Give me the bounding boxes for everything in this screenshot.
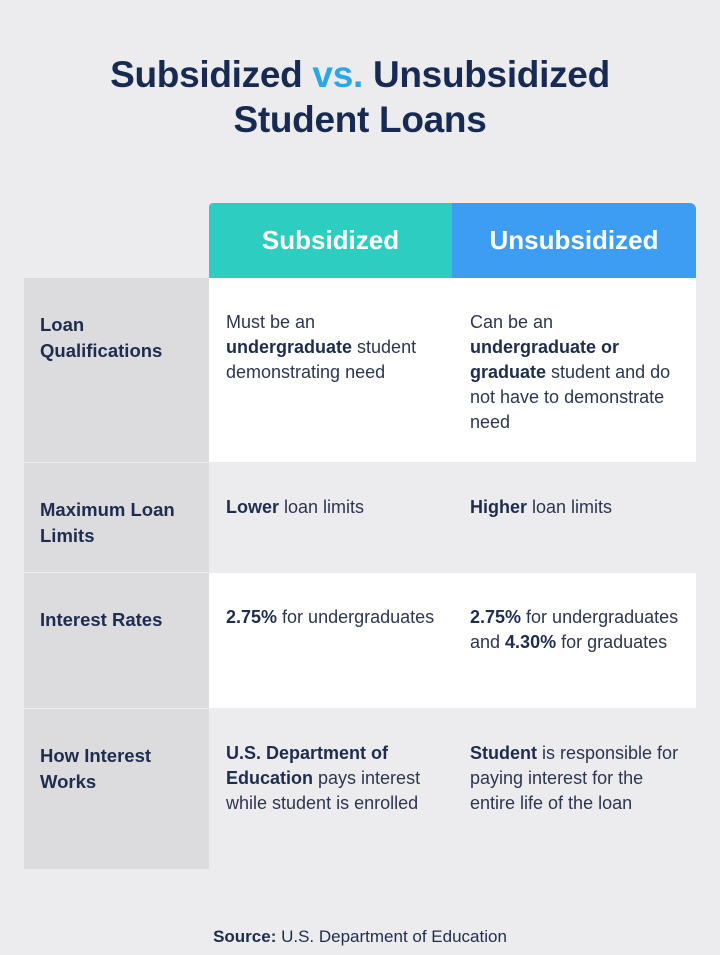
row-label-loan-qualifications: Loan Qualifications (24, 278, 209, 462)
cell-text: student demonstrating need (226, 337, 417, 382)
cell-emphasis-text: U.S. Department of Education (226, 743, 389, 788)
cell-text: pays interest while student is enrolled (226, 768, 421, 813)
cell-emphasis-text: undergraduate or graduate (470, 337, 620, 382)
column-header-subsidized: Subsidized (209, 203, 452, 278)
cell-text: loan limits (279, 497, 365, 517)
cell-emphasis-text: Higher (470, 497, 528, 517)
cell-text: for graduates (556, 632, 668, 652)
cell-emphasis-text: 2.75% (226, 607, 278, 627)
cell-unsubsidized-interest-rates (452, 573, 696, 708)
title-line-2: Student Loans (233, 99, 487, 140)
cell-emphasis-text: Student (470, 743, 537, 763)
cell-unsubsidized-how-interest-works (452, 709, 696, 869)
source-text: U.S. Department of Education (276, 927, 507, 946)
title-unsubsidized: Unsubsidized (372, 54, 610, 95)
row-label-how-interest-works: How Interest Works (24, 709, 209, 869)
cell-unsubsidized-loan-qualifications (452, 278, 696, 462)
cell-subsidized-maximum-loan-limits (209, 463, 452, 572)
cell-unsubsidized-maximum-loan-limits (452, 463, 696, 572)
column-header-unsubsidized: Unsubsidized (452, 203, 696, 278)
title-subsidized: Subsidized (110, 54, 303, 95)
cell-text: Must be an (226, 312, 316, 332)
cell-emphasis-text: undergraduate (226, 337, 353, 357)
cell-text: Can be an (470, 312, 554, 332)
cell-text: loan limits (527, 497, 613, 517)
row-label-maximum-loan-limits: Maximum Loan Limits (24, 463, 209, 572)
cell-text: for undergraduates and (470, 607, 679, 652)
source-note (0, 927, 720, 947)
cell-text: is responsible for paying interest for the entire life of the loan (470, 743, 679, 813)
cell-text: for undergraduates (277, 607, 435, 627)
cell-text: student and do not have to demonstrate need (470, 362, 671, 432)
cell-subsidized-loan-qualifications (209, 278, 452, 462)
title-line-1 (0, 52, 720, 97)
cell-subsidized-interest-rates (209, 573, 452, 708)
row-label-interest-rates: Interest Rates (24, 573, 209, 708)
source-label: Source: (213, 927, 277, 946)
title-vs: vs. (312, 54, 363, 95)
cell-emphasis-text: 2.75% (470, 607, 522, 627)
cell-emphasis-text: 4.30% (505, 632, 557, 652)
page-title (0, 52, 720, 142)
cell-emphasis-text: Lower (226, 497, 280, 517)
cell-subsidized-how-interest-works (209, 709, 452, 869)
